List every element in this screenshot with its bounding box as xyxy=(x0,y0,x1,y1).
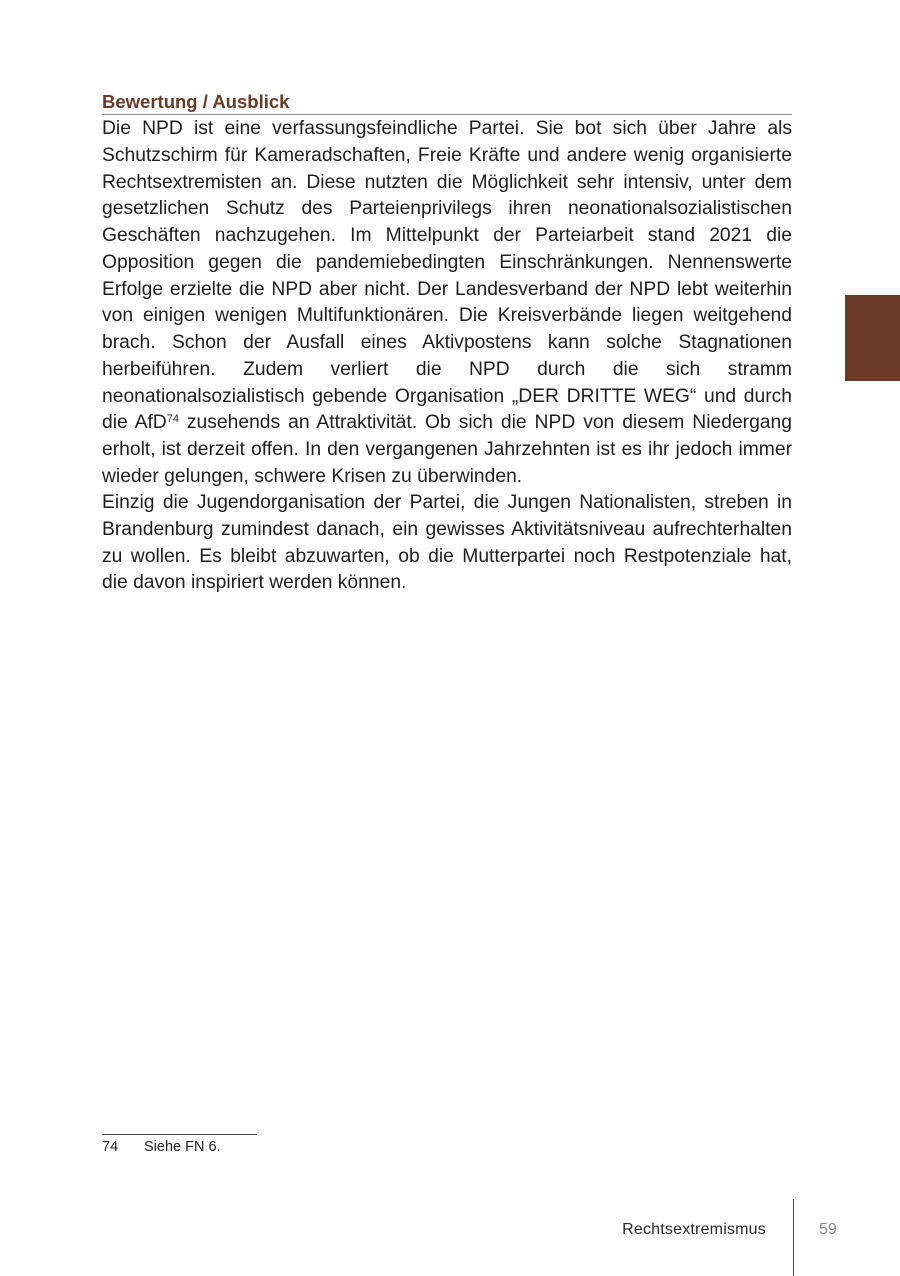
chapter-tab-marker xyxy=(845,295,900,381)
footnote-reference-74[interactable]: 74 xyxy=(166,413,179,426)
body-paragraph-1 xyxy=(102,116,792,491)
body-paragraph-2: Einzig die Jugendorganisation der Partei, die Jungen Nationalisten, streben in Brandenburg zumindest danach, ein gewisses Aktivitätsniveau aufrechterhalten zu wollen. Es bleibt abzuwarten, ob die Mutterpartei noch Restpotenziale hat, die davon inspiriert werden können. xyxy=(102,492,792,594)
page-number: 59 xyxy=(819,1221,837,1238)
footnote-text: Siehe FN 6. xyxy=(144,1139,221,1155)
footnote-number: 74 xyxy=(102,1139,119,1155)
footnote-74 xyxy=(102,1138,221,1156)
footnote-separator xyxy=(102,1134,257,1135)
section-heading: Bewertung / Ausblick xyxy=(102,91,792,115)
paragraph-1-text-after-ref: zusehends an Attraktivität. Ob sich die NPD von diesem Niedergang erholt, ist derzeit offen. In den vergangenen Jahrzehnten ist es ihr jedoch immer wieder gelungen, schwere Krisen zu überwinden. xyxy=(102,412,792,487)
footer-divider xyxy=(793,1199,794,1276)
footer-section-label: Rechtsextremismus xyxy=(622,1221,766,1238)
paragraph-1-text-before-ref: Die NPD ist eine verfassungsfeindliche Partei. Sie bot sich über Jahre als Schutzschirm für Kameradschaften, Freie Kräfte und andere wenig organisierte Rechtsextremisten an. Diese nutzten die Möglichkeit sehr intensiv, unter dem gesetzlichen Schutz des Parteienprivilegs ihren neonationalsozialistischen Geschäften nachzugehen. Im Mittelpunkt der Parteiarbeit stand 2021 die Opposition gegen die pandemiebedingten Einschränkungen. Nennenswerte Erfolge erzielte die NPD aber nicht. Der Landesverband der NPD lebt weiterhin von einigen wenigen Multifunktionären. Die Kreisverbände liegen weitgehend brach. Schon der Ausfall eines Aktivpostens kann solche Stagnationen herbeiführen. Zudem verliert die NPD durch die sich stramm neonationalsozialistisch gebende Organisation „DER DRITTE WEG“ und durch die AfD xyxy=(102,118,792,434)
